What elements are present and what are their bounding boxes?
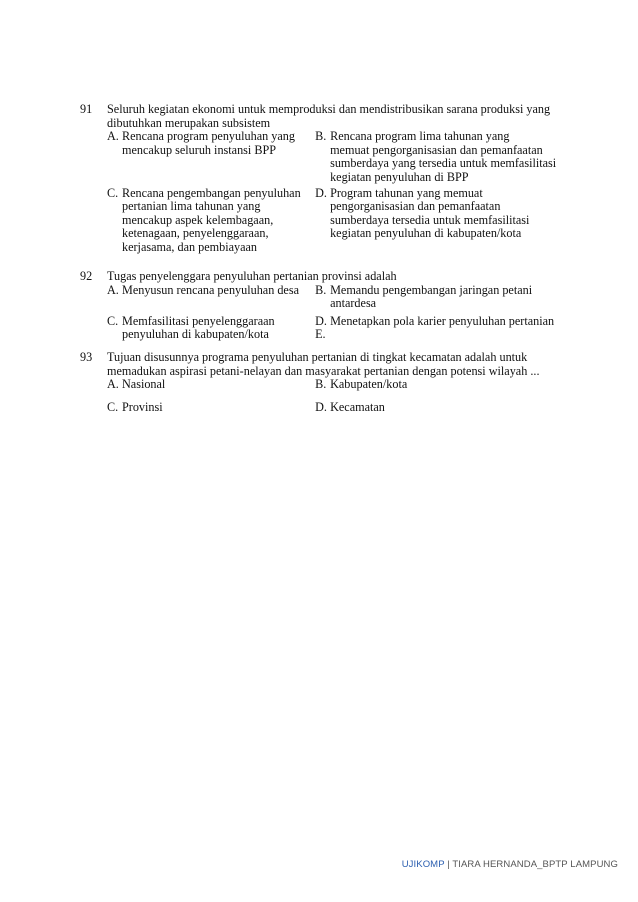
option-line: Provinsi bbox=[122, 399, 163, 414]
option-line: Rencana program penyuluhan yang bbox=[122, 129, 295, 144]
option-line: pertanian lima tahunan yang bbox=[122, 199, 261, 214]
option-line: sumberdaya yang tersedia untuk memfasilitasi bbox=[330, 156, 557, 171]
question-number: 92 bbox=[80, 269, 93, 283]
question-text bbox=[107, 351, 560, 378]
option-letter: D. bbox=[315, 185, 327, 200]
footer-author: TIARA HERNANDA_BPTP LAMPUNG bbox=[452, 859, 618, 870]
option-line: ketenagaan, penyelenggaraan, bbox=[122, 226, 269, 241]
option-line: antardesa bbox=[330, 296, 377, 311]
answer-options bbox=[107, 130, 560, 254]
footer-separator: | bbox=[444, 859, 453, 870]
option-letter: A. bbox=[107, 377, 119, 392]
question-text bbox=[107, 103, 560, 130]
option-line: pengorganisasian dan pemanfaatan bbox=[330, 199, 501, 214]
question-text-line: Tujuan disusunnya programa penyuluhan pertanian di tingkat kecamatan adalah untuk bbox=[107, 350, 528, 364]
question-92 bbox=[80, 270, 560, 342]
answer-options bbox=[107, 378, 560, 414]
question-91 bbox=[80, 103, 560, 255]
question-number: 93 bbox=[80, 350, 93, 364]
option-letter: B. bbox=[315, 377, 327, 392]
page-footer bbox=[402, 858, 618, 872]
question-text-line: memadukan aspirasi petani-nelayan dan masyarakat pertanian dengan potensi wilayah ... bbox=[107, 363, 540, 378]
option-a[interactable] bbox=[107, 130, 315, 184]
option-line: mencakup aspek kelembagaan, bbox=[122, 212, 274, 227]
option-line: Memfasilitasi penyelenggaraan bbox=[122, 313, 275, 328]
option-letter: C. bbox=[107, 399, 119, 414]
option-line: Program tahunan yang memuat bbox=[330, 185, 483, 200]
option-letter: B. bbox=[315, 129, 327, 144]
option-letter: E. bbox=[315, 327, 326, 342]
option-line: Menyusun rencana penyuluhan desa bbox=[122, 282, 299, 297]
option-line: sumberdaya tersedia untuk memfasilitasi bbox=[330, 212, 530, 227]
option-line: Memandu pengembangan jaringan petani bbox=[330, 282, 533, 297]
option-c[interactable] bbox=[107, 187, 315, 255]
option-line: Kabupaten/kota bbox=[330, 377, 408, 392]
option-line: memuat pengorganisasian dan pemanfaatan bbox=[330, 142, 543, 157]
option-letter: D. bbox=[315, 399, 327, 414]
option-b[interactable] bbox=[315, 378, 560, 392]
option-d-e-column bbox=[315, 315, 560, 342]
option-line: mencakup seluruh instansi BPP bbox=[122, 142, 277, 157]
option-d[interactable] bbox=[315, 315, 560, 329]
question-text-line: Seluruh kegiatan ekonomi untuk memproduksi dan mendistribusikan sarana produksi yang bbox=[107, 102, 551, 116]
question-text bbox=[107, 270, 560, 284]
option-b[interactable] bbox=[315, 284, 560, 311]
option-a[interactable] bbox=[107, 378, 315, 392]
option-letter: D. bbox=[315, 313, 327, 328]
option-letter: A. bbox=[107, 129, 119, 144]
option-d[interactable] bbox=[315, 187, 560, 255]
option-line: penyuluhan di kabupaten/kota bbox=[122, 327, 269, 342]
option-line: Rencana program lima tahunan yang bbox=[330, 129, 510, 144]
option-letter: C. bbox=[107, 185, 119, 200]
footer-brand: UJIKOMP bbox=[401, 859, 445, 870]
option-c[interactable] bbox=[107, 315, 315, 342]
option-line: Menetapkan pola karier penyuluhan pertanian bbox=[330, 313, 555, 328]
option-c[interactable] bbox=[107, 401, 315, 415]
option-letter: A. bbox=[107, 282, 119, 297]
option-e[interactable] bbox=[315, 328, 560, 342]
question-number: 91 bbox=[80, 102, 93, 116]
question-93 bbox=[80, 351, 560, 414]
option-line: kegiatan penyuluhan di BPP bbox=[330, 169, 469, 184]
option-a[interactable] bbox=[107, 284, 315, 311]
option-letter: B. bbox=[315, 282, 327, 297]
option-line: Rencana pengembangan penyuluhan bbox=[122, 185, 301, 200]
option-line: kerjasama, dan pembiayaan bbox=[122, 239, 258, 254]
option-line: Nasional bbox=[122, 377, 166, 392]
answer-options bbox=[107, 284, 560, 342]
option-letter: C. bbox=[107, 313, 119, 328]
question-text-line: Tugas penyelenggara penyuluhan pertanian provinsi adalah bbox=[107, 269, 397, 283]
option-line: Kecamatan bbox=[330, 399, 385, 414]
question-text-line: dibutuhkan merupakan subsistem bbox=[107, 115, 271, 130]
option-d[interactable] bbox=[315, 401, 560, 415]
option-b[interactable] bbox=[315, 130, 560, 184]
option-line: kegiatan penyuluhan di kabupaten/kota bbox=[330, 226, 522, 241]
